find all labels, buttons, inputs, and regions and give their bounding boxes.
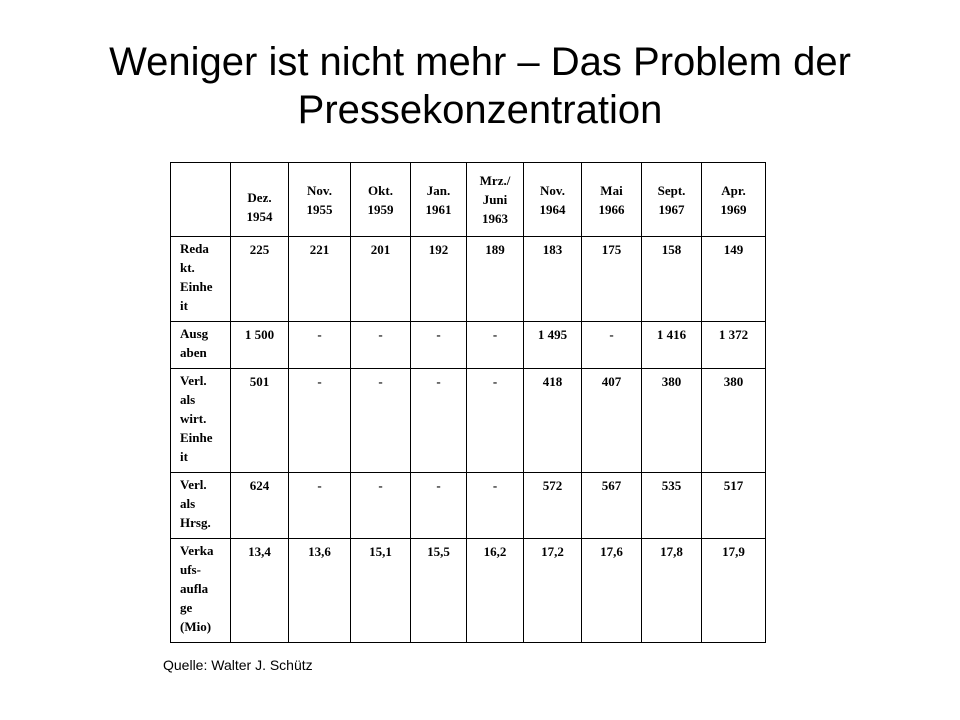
column-header: Mai 1966 [582,163,642,237]
table-cell: 13,4 [231,539,289,643]
table-cell: 158 [642,237,702,322]
column-header: Dez. 1954 [231,163,289,237]
table-cell: 201 [351,237,411,322]
table-cell: 624 [231,473,289,539]
table-cell: - [467,322,524,369]
source-caption: Quelle: Walter J. Schütz [163,657,313,673]
table-cell: 189 [467,237,524,322]
column-header: Jan. 1961 [411,163,467,237]
table-cell: 418 [524,369,582,473]
column-header: Mrz./ Juni 1963 [467,163,524,237]
table-cell: 17,9 [702,539,766,643]
table-row [171,539,766,643]
table-cell: 183 [524,237,582,322]
column-header: Nov. 1964 [524,163,582,237]
table-cell: - [351,322,411,369]
table-cell: 16,2 [467,539,524,643]
table-cell: 407 [582,369,642,473]
table-cell: 17,2 [524,539,582,643]
table-cell: 501 [231,369,289,473]
row-header: Verka ufs- aufla ge (Mio) [171,539,231,643]
table-cell: 572 [524,473,582,539]
row-header: Verl. als Hrsg. [171,473,231,539]
table-cell: 1 372 [702,322,766,369]
row-header: Reda kt. Einhe it [171,237,231,322]
table-corner-cell [171,163,231,237]
table-cell: - [289,473,351,539]
table-cell: 192 [411,237,467,322]
table-row [171,322,766,369]
row-header: Verl. als wirt. Einhe it [171,369,231,473]
table-cell: 17,8 [642,539,702,643]
table-cell: 225 [231,237,289,322]
table-row [171,369,766,473]
table-cell: 17,6 [582,539,642,643]
table-cell: 380 [642,369,702,473]
table-cell: - [467,473,524,539]
column-header: Apr. 1969 [702,163,766,237]
table-cell: 15,5 [411,539,467,643]
table-cell: - [411,369,467,473]
table-cell: - [582,322,642,369]
column-header: Nov. 1955 [289,163,351,237]
table-cell: 517 [702,473,766,539]
table-cell: - [411,322,467,369]
table-cell: - [411,473,467,539]
table-cell: - [289,322,351,369]
table-cell: - [467,369,524,473]
table-header-row [171,163,766,237]
table-cell: 535 [642,473,702,539]
press-statistics-table [170,162,766,643]
table-row [171,237,766,322]
row-header: Ausg aben [171,322,231,369]
table-cell: 567 [582,473,642,539]
table-cell: 221 [289,237,351,322]
table-cell: 1 416 [642,322,702,369]
table-cell: 13,6 [289,539,351,643]
table-cell: 1 495 [524,322,582,369]
table-cell: 1 500 [231,322,289,369]
table-cell: - [351,473,411,539]
column-header: Okt. 1959 [351,163,411,237]
table-cell: - [351,369,411,473]
table-cell: 175 [582,237,642,322]
table-cell: 149 [702,237,766,322]
table-cell: 15,1 [351,539,411,643]
table-row [171,473,766,539]
column-header: Sept. 1967 [642,163,702,237]
slide-title: Weniger ist nicht mehr – Das Problem der Pressekonzentration [109,40,851,132]
table-cell: - [289,369,351,473]
table-cell: 380 [702,369,766,473]
